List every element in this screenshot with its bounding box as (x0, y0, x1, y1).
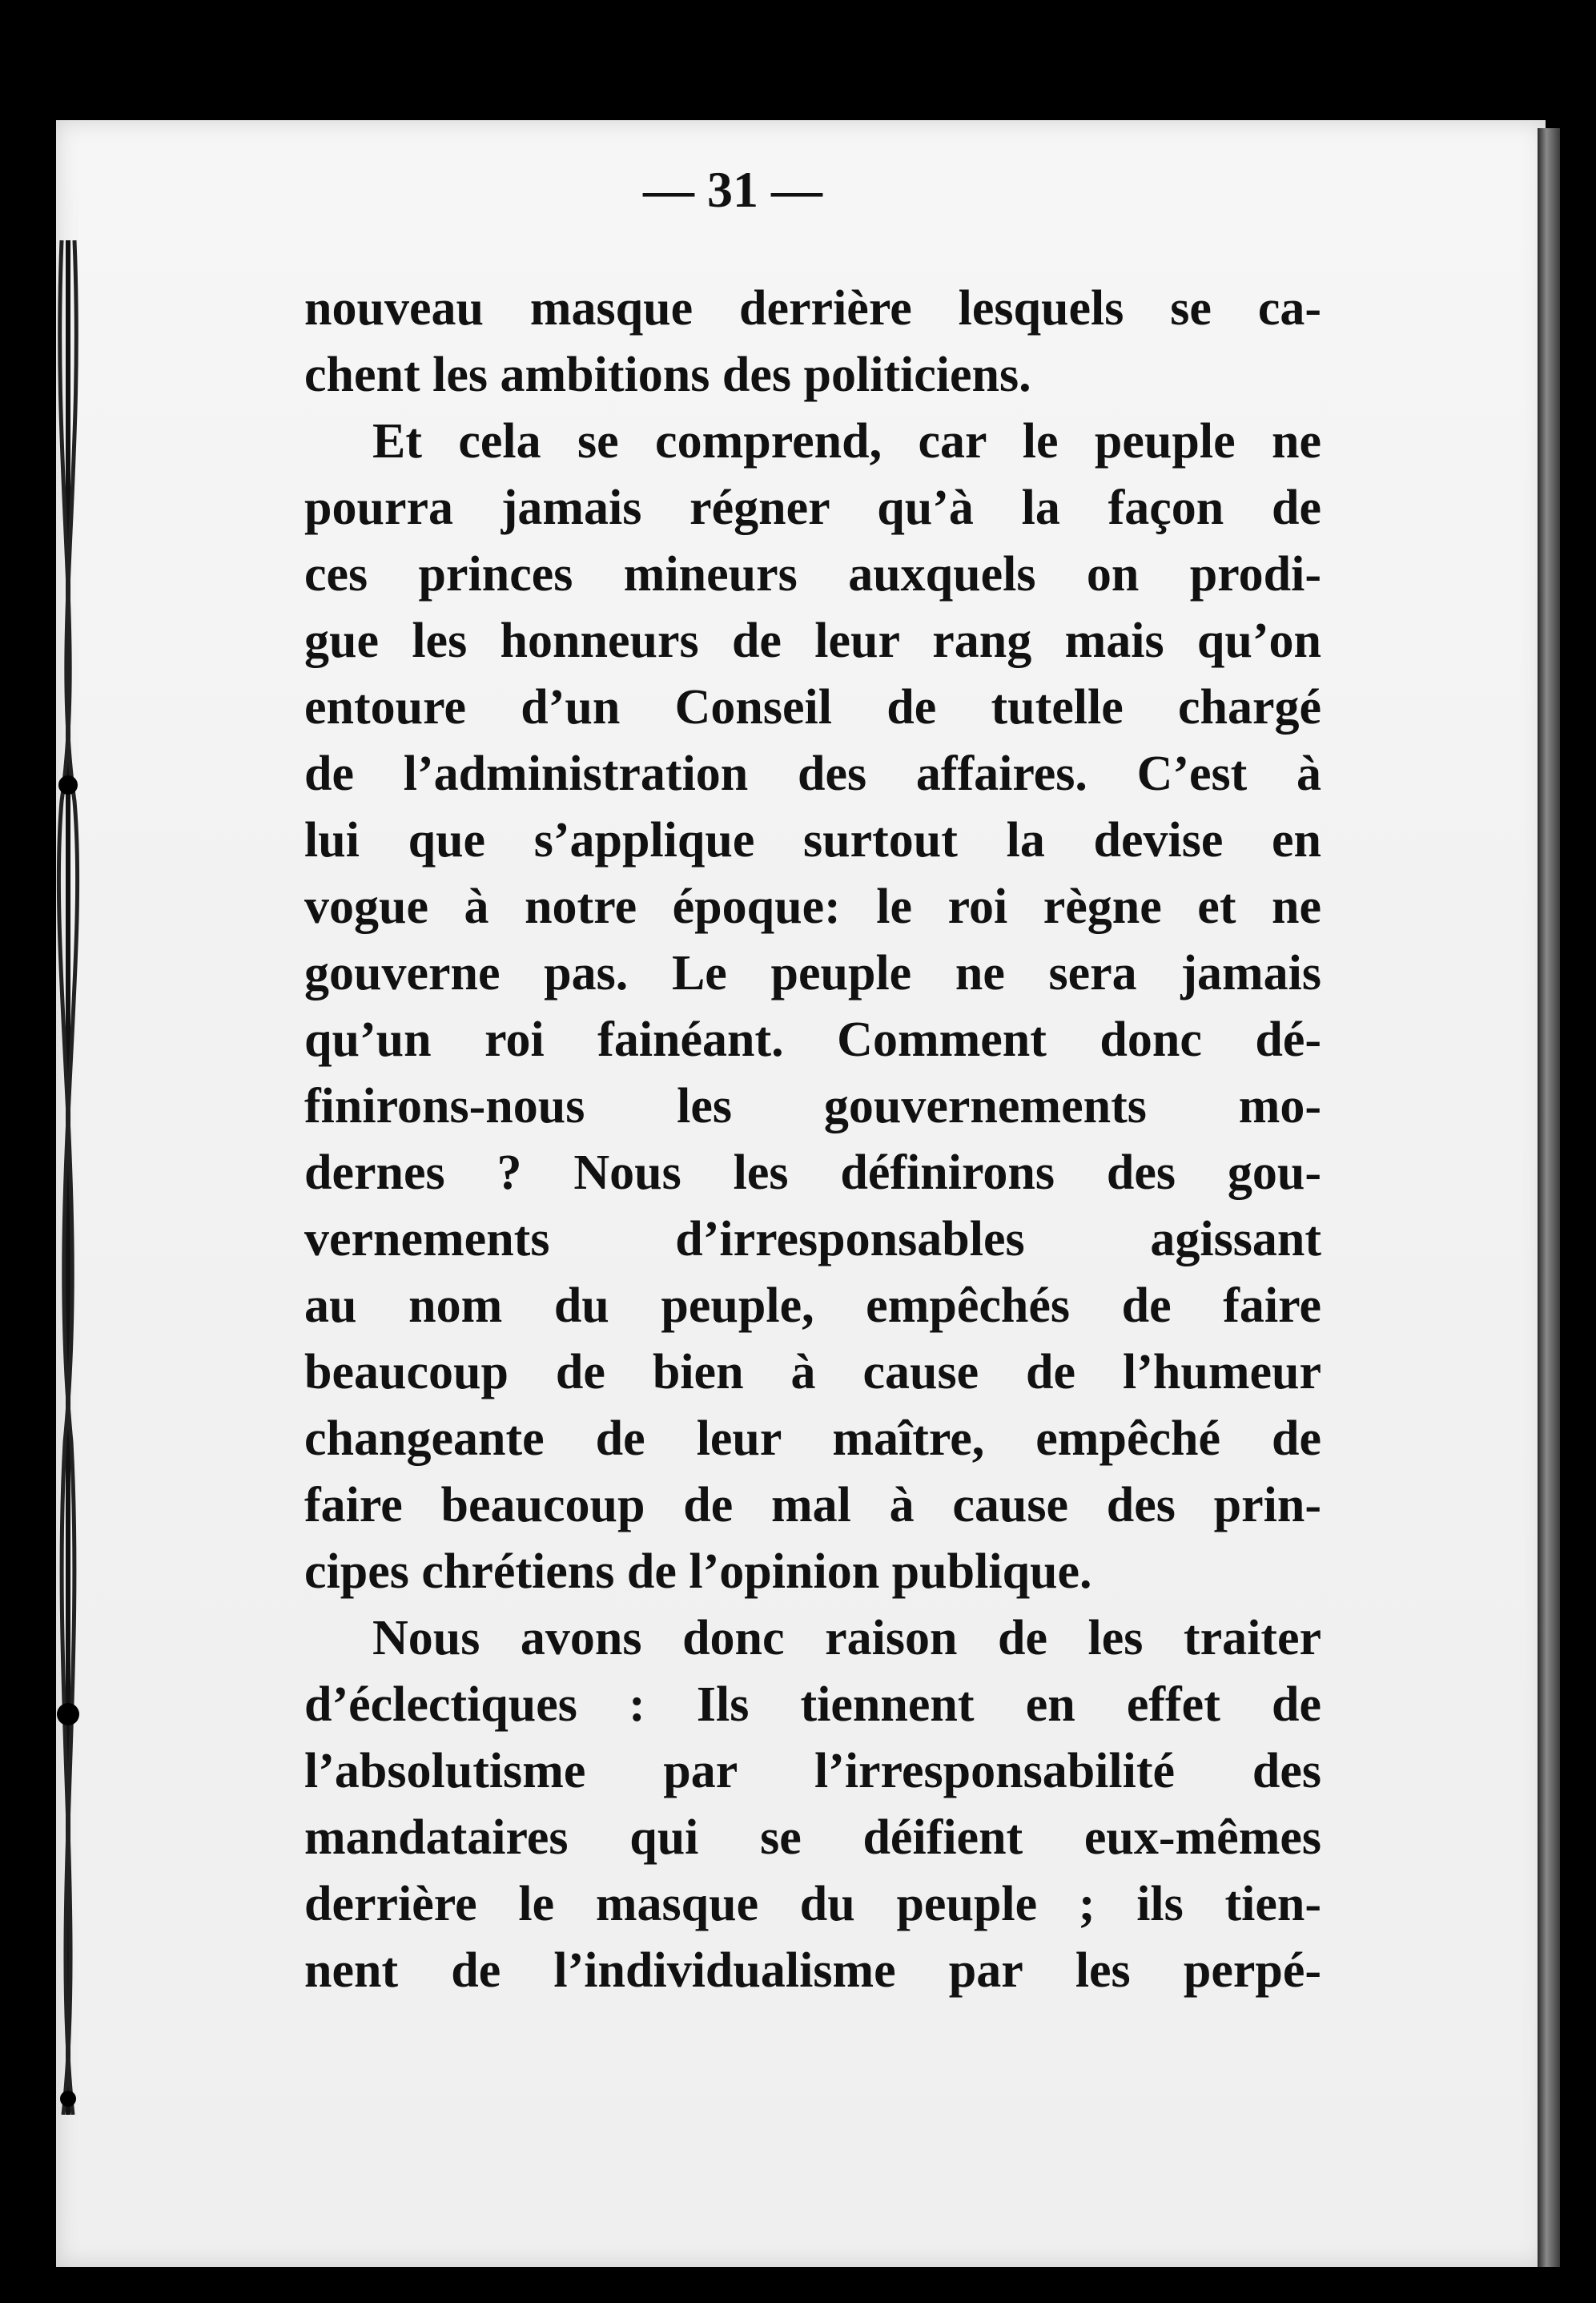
paragraph-3 (304, 1605, 1321, 2004)
paragraph-2 (304, 409, 1321, 1605)
body-text (304, 276, 1321, 2004)
text-line: faire beaucoup de mal à cause des prin- (304, 1478, 1321, 1532)
text-line: ces princes mineurs auxquels on prodi- (304, 547, 1321, 602)
text-line: beaucoup de bien à cause de l’humeur (304, 1345, 1321, 1399)
text-line: entoure d’un Conseil de tutelle chargé (304, 680, 1321, 735)
text-line: lui que s’applique surtout la devise en (304, 813, 1321, 868)
page-content (304, 160, 1321, 2004)
text-line: mandataires qui se déifient eux-mêmes (304, 1810, 1321, 1865)
text-line: nouveau masque derrière lesquels se ca- (304, 281, 1321, 336)
text-line: d’éclectiques : Ils tiennent en effet de (304, 1677, 1321, 1732)
text-line: vogue à notre époque: le roi règne et ne (304, 880, 1321, 934)
text-line: Nous avons donc raison de les traiter (372, 1611, 1321, 1665)
text-line: de l’administration des affaires. C’est à (304, 747, 1321, 801)
text-line: derrière le masque du peuple ; ils tien- (304, 1877, 1321, 1931)
text-line: Et cela se comprend, car le peuple ne (372, 414, 1321, 469)
text-line: au nom du peuple, empêchés de faire (304, 1278, 1321, 1333)
text-line: dernes ? Nous les définirons des gou- (304, 1145, 1321, 1200)
text-line: gouverne pas. Le peuple ne sera jamais (304, 946, 1321, 1001)
paragraph-1 (304, 276, 1321, 409)
text-line: vernements d’irresponsables agissant (304, 1212, 1321, 1266)
page-number: — 31 — (643, 161, 822, 218)
text-line: chent les ambitions des politiciens. (304, 348, 1031, 402)
text-line: finirons-nous les gouvernements mo- (304, 1079, 1321, 1133)
binding-thread (44, 240, 92, 2115)
text-line: cipes chrétiens de l’opinion publique. (304, 1544, 1092, 1599)
page-edge (1538, 128, 1560, 2267)
text-line: l’absolutisme par l’irresponsabilité des (304, 1744, 1321, 1798)
text-line: gue les honneurs de leur rang mais qu’on (304, 614, 1321, 668)
text-line: changeante de leur maître, empêché de (304, 1411, 1321, 1466)
text-line: qu’un roi fainéant. Comment donc dé- (304, 1013, 1321, 1067)
text-line: pourra jamais régner qu’à la façon de (304, 481, 1321, 535)
text-line: nent de l’individualisme par les perpé- (304, 1943, 1321, 1998)
